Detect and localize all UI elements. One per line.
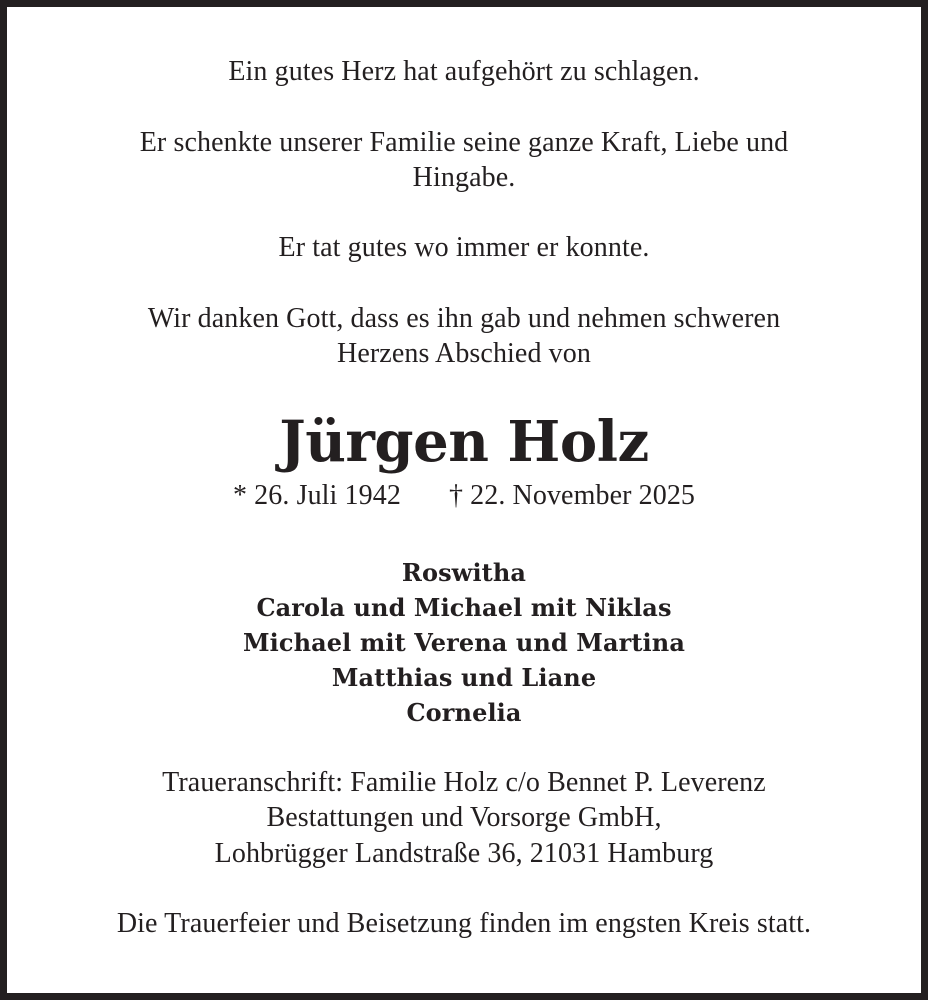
intro-line-heart: Ein gutes Herz hat aufgehört zu schlagen. bbox=[228, 56, 700, 87]
family-member: Cornelia bbox=[406, 698, 522, 727]
deceased-name: Jürgen Holz bbox=[279, 409, 649, 475]
intro-line-thanks-1: Wir danken Gott, dass es ihn gab und nehmen schweren bbox=[147, 303, 781, 334]
closing-statement: Die Trauerfeier und Beisetzung finden im engsten Kreis statt. bbox=[116, 908, 812, 939]
family-member: Matthias und Liane bbox=[331, 663, 597, 692]
address-line-2: Bestattungen und Vorsorge GmbH, bbox=[266, 802, 662, 833]
birth-date: * 26. Juli 1942 bbox=[232, 480, 401, 511]
address-line-1: Traueranschrift: Familie Holz c/o Bennet P. Leverenz bbox=[162, 767, 766, 798]
family-member: Roswitha bbox=[401, 558, 527, 587]
address-line-3: Lohbrügger Landstraße 36, 21031 Hamburg bbox=[214, 838, 714, 869]
family-member: Carola und Michael mit Niklas bbox=[256, 593, 672, 622]
life-dates bbox=[7, 478, 921, 514]
intro-line-family-2: Hingabe. bbox=[412, 162, 516, 193]
family-member: Michael mit Verena und Martina bbox=[243, 628, 685, 657]
intro-line-family-1: Er schenkte unserer Familie seine ganze Kraft, Liebe und bbox=[139, 127, 789, 158]
intro-line-thanks-2: Herzens Abschied von bbox=[337, 338, 591, 369]
intro-line-good-deeds: Er tat gutes wo immer er konnte. bbox=[278, 232, 650, 263]
death-date: † 22. November 2025 bbox=[448, 480, 696, 511]
